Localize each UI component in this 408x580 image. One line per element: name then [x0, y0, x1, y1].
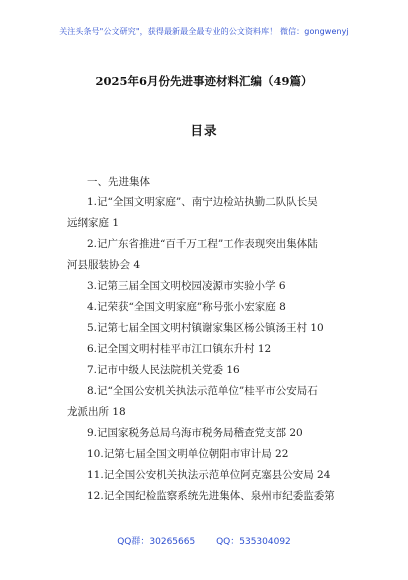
header-note: 关注头条号"公文研究"，获得最新最全最专业的公文资料库！ 微信：gongwenyj	[59, 27, 349, 36]
toc-title: 目录	[190, 123, 218, 138]
toc-entry-line: 4.记荣获“全国文明家庭”称号张小宏家庭 8	[87, 301, 286, 313]
toc-entry	[87, 339, 347, 360]
toc-entry-line: 7.记市中级人民法院机关党委 16	[87, 364, 240, 376]
toc-entry-line-continued: 河县服装协会 4	[67, 259, 141, 271]
toc-entry	[87, 276, 347, 297]
toc-entry-line: 2.记广东省推进“百千万工程”工作表现突出集体陆	[87, 238, 318, 250]
toc-entry-line: 5.记第七届全国文明村镇谢家集区杨公镇汤王村 10	[87, 322, 324, 334]
footer-qq-group: QQ群：30265665	[117, 537, 196, 547]
toc-entry-line: 11.记全国公安机关执法示范单位阿克塞县公安局 24	[87, 469, 331, 481]
document-title: 2025年6月份先进事迹材料汇编（49篇）	[95, 74, 313, 88]
toc-entry	[87, 423, 347, 444]
toc-entry	[87, 360, 347, 381]
toc-entry	[67, 192, 347, 234]
toc-entry	[67, 234, 347, 276]
toc-entry-line-continued: 龙派出所 18	[67, 406, 126, 418]
toc-entry	[87, 465, 347, 486]
toc-entry	[87, 297, 347, 318]
toc-entry-line: 9.记国家税务总局乌海市税务局稽查党支部 20	[87, 427, 303, 439]
footer-contact	[0, 534, 408, 547]
toc-entry-line: 8.记“全国公安机关执法示范单位”桂平市公安局石	[87, 385, 318, 397]
toc-entry-line: 10.记第七届全国文明单位朝阳市审计局 22	[87, 448, 289, 460]
section-heading: 一、先进集体	[87, 176, 150, 188]
footer-qq: QQ：535304092	[216, 537, 291, 547]
toc-entry-line: 1.记“全国文明家庭”、南宁边检站执勤二队队长吴	[87, 196, 318, 208]
toc-entry-line: 12.记全国纪检监察系统先进集体、泉州市纪委监委第	[87, 490, 335, 502]
toc-entry	[87, 444, 347, 465]
toc-entry-line: 3.记第三届全国文明校园凌源市实验小学 6	[87, 280, 286, 292]
toc-entry	[87, 318, 347, 339]
toc-entry-line: 6.记全国文明村桂平市江口镇东升村 12	[87, 343, 272, 355]
toc-entry-line-continued: 远纲家庭 1	[67, 217, 120, 229]
toc-entry	[87, 486, 347, 507]
toc-entry	[67, 381, 347, 423]
